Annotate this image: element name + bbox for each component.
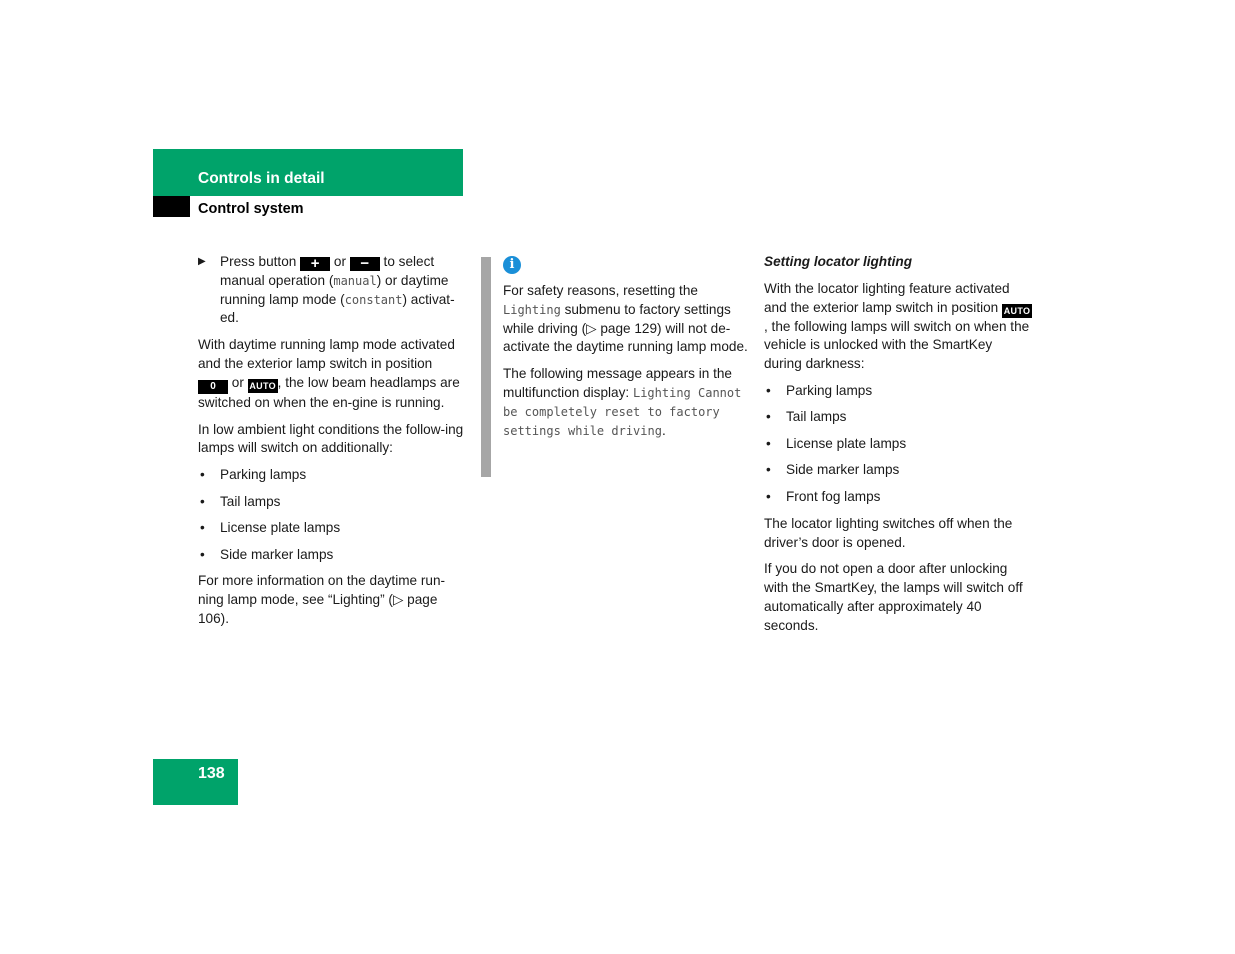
paragraph: In low ambient light conditions the follow-ing lamps will switch on additionally: xyxy=(198,421,464,456)
para-text: , the following lamps will switch on when the vehicle is unlocked with the SmartKey during darkness: xyxy=(764,318,1030,372)
switch-position-auto-icon: AUTO xyxy=(1003,305,1031,316)
list-item: • Tail lamps xyxy=(198,493,464,512)
paragraph xyxy=(764,280,1032,374)
chapter-title: Controls in detail xyxy=(198,170,325,187)
info-icon: i xyxy=(503,256,521,274)
instruction-step xyxy=(198,253,464,328)
list-item: • Side marker lamps xyxy=(764,461,1032,480)
step-text: ) or daytime running lamp mode ( xyxy=(220,272,449,307)
list-item: • License plate lamps xyxy=(198,519,464,538)
left-column xyxy=(198,253,464,637)
para-text: For safety reasons, resetting the xyxy=(503,283,698,298)
lamp-list xyxy=(198,466,464,564)
list-item: • Side marker lamps xyxy=(198,546,464,565)
paragraph xyxy=(198,336,464,412)
section-title: Control system xyxy=(198,201,304,217)
para-text: With daytime running lamp mode activated and the exterior lamp switch in position xyxy=(198,337,455,371)
para-text: or xyxy=(231,374,244,390)
paragraph: If you do not open a door after unlocking with the SmartKey, the lamps will switch off automatically after approximately 40 seconds. xyxy=(764,561,1023,633)
page-number: 138 xyxy=(198,765,225,782)
step-text: or xyxy=(333,254,346,269)
display-text-lighting: Lighting xyxy=(503,302,561,317)
switch-position-0-icon: 0 xyxy=(198,380,228,394)
para-text: . xyxy=(661,422,666,438)
section-heading: Setting locator lighting xyxy=(764,254,913,269)
paragraph-reference: For more information on the daytime run-ning lamp mode, see “Lighting” (▷ page 106). xyxy=(198,573,446,627)
minus-button-icon: − xyxy=(350,257,380,271)
section-marker xyxy=(153,196,190,217)
display-message: Lighting Cannot be completely reset to factory settings while driving xyxy=(503,385,742,438)
lamp-list xyxy=(764,382,1032,507)
step-text: to select manual operation ( xyxy=(220,254,435,288)
step-text: Press button xyxy=(220,254,297,269)
display-text-manual: manual xyxy=(333,273,377,288)
info-box xyxy=(503,253,748,448)
para-text: , the low beam headlamps are switched on when the en-gine is running. xyxy=(198,374,460,410)
list-item: • Parking lamps xyxy=(198,466,464,485)
list-item: • Tail lamps xyxy=(764,408,1032,427)
paragraph xyxy=(503,282,748,357)
step-text: ) activat-ed. xyxy=(220,291,455,326)
page-number-box xyxy=(153,759,238,805)
display-text-constant: constant xyxy=(344,292,403,307)
right-column xyxy=(764,253,1032,644)
plus-button-icon: + xyxy=(300,257,330,271)
para-text: The following message appears in the multifunction display: xyxy=(503,366,732,400)
info-box-bar xyxy=(481,257,491,477)
para-text: submenu to factory settings while driving (▷ page 129) will not de-activate the daytime running lamp mode. xyxy=(503,301,748,355)
paragraph xyxy=(503,365,748,440)
paragraph: The locator lighting switches off when the driver’s door is opened. xyxy=(764,515,1013,550)
list-item: • Parking lamps xyxy=(764,382,1032,401)
step-arrow-icon: ▶ xyxy=(198,256,206,267)
list-item: • Front fog lamps xyxy=(764,488,1032,507)
para-text: With the locator lighting feature activated and the exterior lamp switch in position xyxy=(764,280,1010,315)
switch-position-auto-icon: AUTO xyxy=(249,380,276,391)
list-item: • License plate lamps xyxy=(764,435,1032,454)
